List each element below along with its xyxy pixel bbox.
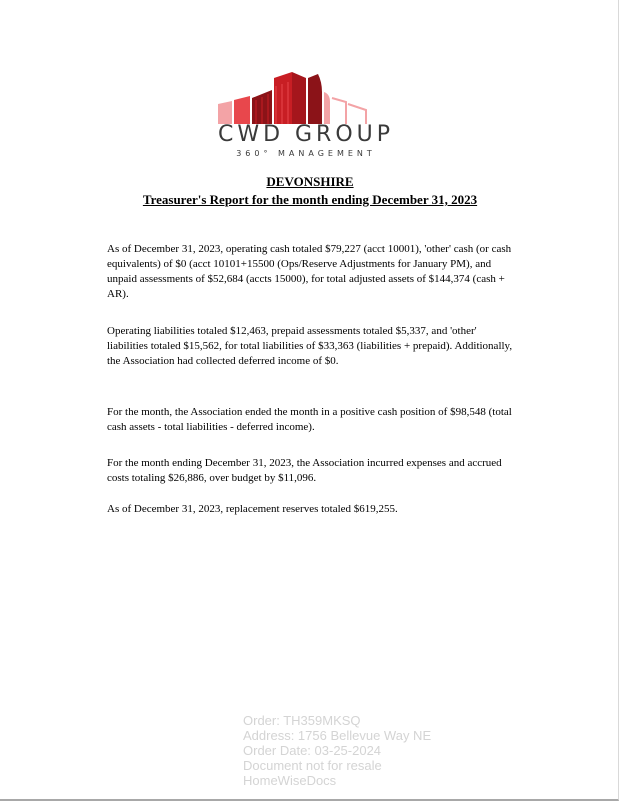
watermark-address: Address: 1756 Bellevue Way NE bbox=[243, 728, 432, 743]
logo-buildings-graphic bbox=[196, 68, 416, 124]
paragraph-cash-position: For the month, the Association ended the month in a positive cash position of $98,548 (total cash assets - total liabilities - deferred income). bbox=[107, 406, 512, 433]
watermark-order-date: Order Date: 03-25-2024 bbox=[243, 743, 382, 758]
logo-name: CWD GROUP bbox=[217, 122, 395, 147]
company-logo bbox=[196, 68, 416, 164]
watermark-order: Order: TH359MKSQ bbox=[243, 713, 361, 728]
report-title: Treasurer's Report for the month ending December 31, 2023 bbox=[142, 192, 478, 207]
watermark-source: HomeWiseDocs bbox=[243, 773, 337, 788]
paragraph-expenses: For the month ending December 31, 2023, the Association incurred expenses and accrued costs totaling $26,886, over budget by $11,096. bbox=[107, 457, 502, 484]
logo-tagline: 360° MANAGEMENT bbox=[236, 149, 376, 158]
paragraph-reserves: As of December 31, 2023, replacement reserves totaled $619,255. bbox=[107, 503, 398, 515]
watermark-notice: Document not for resale bbox=[243, 758, 382, 773]
paragraph-assets: As of December 31, 2023, operating cash totaled $79,227 (acct 10001), 'other' cash (or cash equivalents) of $0 (acct 10101+15500 (Ops/Reserve Adjustments for January PM), and unpaid assessments of $52,684 (accts 15000), for total adjusted assets of $144,374 (cash + AR). bbox=[107, 243, 512, 300]
watermark bbox=[243, 713, 431, 788]
association-name: DEVONSHIRE bbox=[266, 174, 354, 189]
paragraph-liabilities: Operating liabilities totaled $12,463, prepaid assessments totaled $5,337, and 'other' liabilities totaled $15,562, for total liabilities of $33,363 (liabilities + prepaid). Additionally, the Association had collected deferred income of $0. bbox=[107, 325, 513, 367]
